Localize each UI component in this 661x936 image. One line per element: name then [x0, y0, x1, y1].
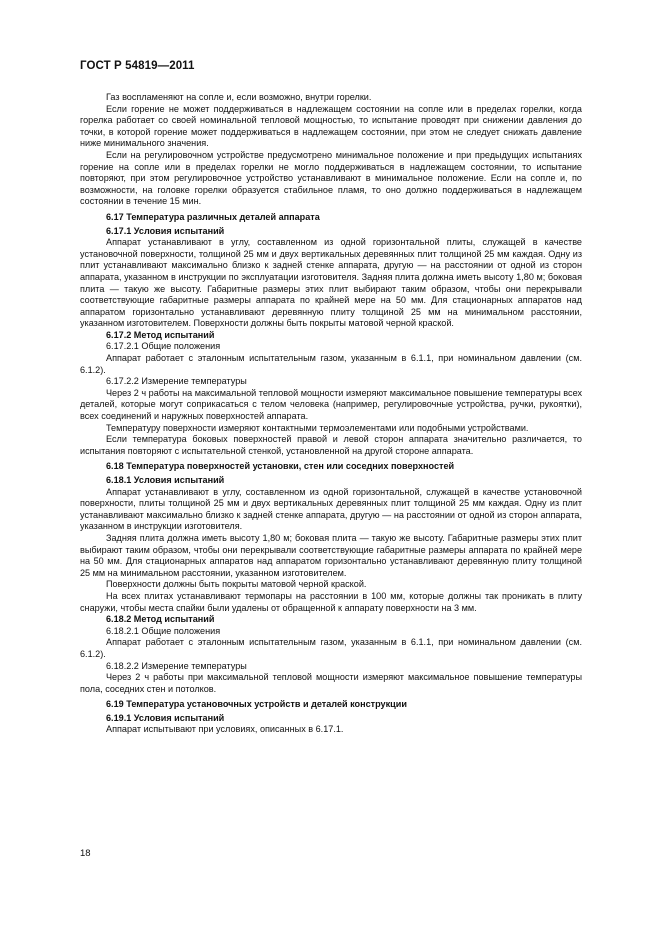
paragraph: Аппарат работает с эталонным испытательным газом, указанным в 6.1.1, при номинальном давлении (см. 6.1.2).: [80, 637, 582, 659]
section-heading-6-18: 6.18 Температура поверхностей установки, стен или соседних поверхностей: [106, 461, 455, 472]
paragraph: Поверхности должны быть покрыты матовой черной краской.: [106, 579, 367, 590]
paragraph: Аппарат испытывают при условиях, описанных в 6.17.1.: [106, 724, 344, 735]
paragraph: Аппарат работает с эталонным испытательным газом, указанным в 6.1.1, при номинальном давлении (см. 6.1.2).: [80, 353, 582, 375]
paragraph: Газ воспламеняют на сопле и, если возможно, внутри горелки.: [106, 92, 372, 102]
clause-heading-6-17-2-2: 6.17.2.2 Измерение температуры: [106, 376, 247, 387]
subsection-heading-6-18-2: 6.18.2 Метод испытаний: [106, 614, 215, 625]
paragraph: Если температура боковых поверхностей правой и левой сторон аппарата значительно различается, то испытания повторяют с испытательной стенкой, установленной на другой стороне аппарата.: [80, 434, 582, 456]
paragraph: Если на регулировочном устройстве предусмотрено минимальное положение и при предыдущих испытаниях горение на сопле или в пределах горелки не могло поддерживаться в надлежащем состоянии, то испытание повторяют, при этом регулировочное устройство устанавливают в минимальное положение. Если на сопле и, по возможности, на головке горелки образуется стабильное пламя, то оно должно поддерживаться в надлежащем состоянии в течение 15 мин.: [80, 149, 582, 207]
section-heading-6-17: 6.17 Температура различных деталей аппарата: [106, 211, 320, 222]
document-header: ГОСТ Р 54819—2011: [80, 60, 195, 72]
paragraph: Температуру поверхности измеряют контактными термоэлементами или подобными устройствами.: [106, 422, 529, 433]
clause-heading-6-18-2-1: 6.18.2.1 Общие положения: [106, 625, 221, 636]
subsection-heading-6-19-1: 6.19.1 Условия испытаний: [106, 712, 225, 723]
section-heading-6-19: 6.19 Температура установочных устройств и деталей конструкции: [106, 699, 407, 710]
paragraph: Через 2 ч работы на максимальной тепловой мощности измеряют максимальное повышение температуры всех деталей, которые могут соприкасаться с телом человека (например, регулировочные устройства, ручки, рукоятки), всех соединений и наружных поверхностей аппарата.: [80, 387, 582, 422]
subsection-heading-6-17-1: 6.17.1 Условия испытаний: [106, 225, 225, 236]
paragraph: Аппарат устанавливают в углу, составленном из одной горизонтальной плиты, служащей в качестве установочной поверхности, толщиной 25 мм и двух вертикальных деревянных плит толщиной 25 мм каждая. Одну из плит устанавливают максимально близко к задней стенке аппарата, другую — на расстоянии от одной из сторон аппарата, указанном в инструкции по эксплуатации изготовителя. Задняя плита должна иметь высоту 1,80 м; боковая плита — такую же высоту. Габаритные размеры этих плит выбирают таким образом, чтобы они перекрывали соответствующие габаритные размеры аппарата по крайней мере на 50 мм. Для стационарных аппаратов над аппаратом горизонтально устанавливают деревянную плиту толщиной 25 мм на минимальном расстоянии, указанном изготовителем. Поверхности должны быть покрыты матовой черной краской.: [80, 237, 582, 329]
document-body: [80, 92, 582, 736]
paragraph: Задняя плита должна иметь высоту 1,80 м; боковая плита — такую же высоту. Габаритные размеры этих плит выбирают таким образом, чтобы они перекрывали соответствующие габаритные размеры аппарата по крайней мере на 50 мм. Для стационарных аппаратов над аппаратом горизонтально устанавливают деревянную плиту толщиной 25 мм на минимальном расстоянии, указанном изготовителем.: [80, 532, 582, 578]
clause-heading-6-17-2-1: 6.17.2.1 Общие положения: [106, 341, 221, 352]
paragraph: Через 2 ч работы при максимальной тепловой мощности измеряют максимальное повышение температуры пола, соседних стен и потолков.: [80, 672, 582, 694]
paragraph: На всех плитах устанавливают термопары на расстоянии в 100 мм, которые должны так проникать в плиту снаружи, чтобы места спайки были удалены от обращенной к аппарату поверхности на 3 мм.: [80, 590, 582, 613]
page-number: 18: [80, 848, 91, 859]
paragraph: Аппарат устанавливают в углу, составленном из одной горизонтальной, служащей в качестве установочной поверхности, плиты толщиной 25 мм и двух вертикальных деревянных плит толщиной 25 мм каждая. Одну из плит устанавливают максимально близко к задней стенке аппарата, другую — на расстоянии от одной из сторон аппарата, указанном в инструкции изготовителя.: [80, 486, 582, 532]
subsection-heading-6-18-1: 6.18.1 Условия испытаний: [106, 475, 225, 485]
paragraph: Если горение не может поддерживаться в надлежащем состоянии на сопле или в пределах горелки, когда горелка работает со своей номинальной тепловой мощностью, то испытание проводят при снижении давления до точки, в которой горение может поддерживаться в надлежащем состоянии, при этом не следует снижать давление ниже минимального значения.: [80, 103, 582, 149]
clause-heading-6-18-2-2: 6.18.2.2 Измерение температуры: [106, 660, 247, 671]
subsection-heading-6-17-2: 6.17.2 Метод испытаний: [106, 329, 215, 340]
